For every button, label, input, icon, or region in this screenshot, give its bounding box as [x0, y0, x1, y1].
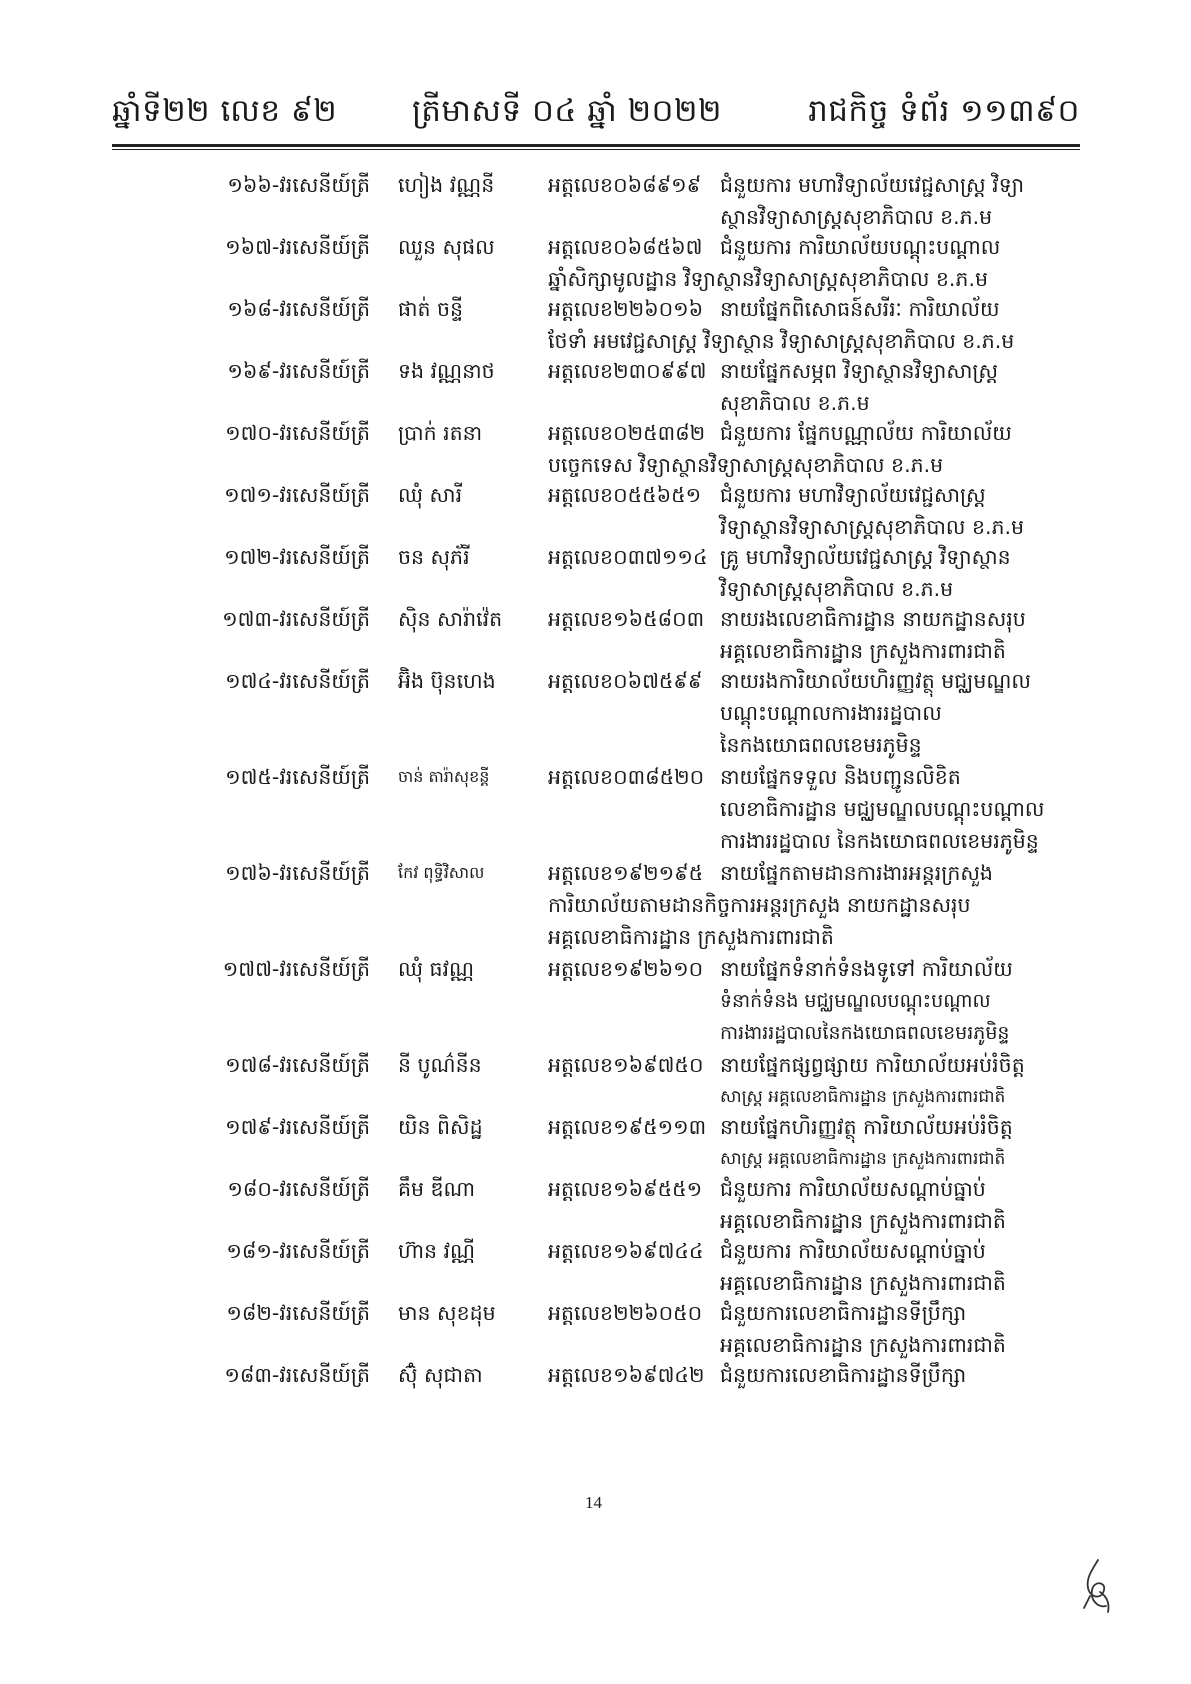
entry-rank: ១៧២-វរសេនីយ៍ត្រី	[224, 545, 370, 569]
entry-name: ឈុំ ធវណ្ណ	[398, 957, 475, 981]
entry-position: នាយផ្នែកហិរញ្ញវត្ថុ ការិយាល័យអប់រំចិត្ត	[720, 1115, 1013, 1139]
entry-position-cont: សាស្ត្រ អគ្គលេខាធិការដ្ឋាន ក្រសួងការពារជាតិ	[720, 1087, 1006, 1107]
entry-position: ជំនួយការ មហាវិទ្យាល័យវេជ្ជសាស្ត្រ	[720, 483, 986, 507]
entry-name: យិន ពិសិដ្ឋ	[398, 1115, 483, 1139]
gazette-page: រាជកិច្ច ទំព័រ ១១៣៩០	[808, 93, 1080, 129]
entry-name: គឹម ឌីណា	[398, 1177, 476, 1201]
entry-id: អត្តលេខ០៥៥៦៥១	[548, 483, 702, 507]
entry-position-cont: នៃកងយោធពលខេមរភូមិន្ទ	[720, 733, 922, 757]
entry-id: អត្តលេខ០៦៨៩១៩	[548, 173, 702, 197]
entry-id: អត្តលេខ១៩២៦១០	[548, 957, 704, 981]
entry-id: អត្តលេខ០៣៧១១៤	[548, 545, 708, 569]
entry-id: អត្តលេខ០៦៨៥៦៧	[548, 235, 703, 259]
entry-name: ចាន់ តារ៉ាសុខន្តី	[398, 767, 490, 786]
entry-rank: ១៨២-វរសេនីយ៍ត្រី	[226, 1301, 370, 1325]
entry-name: ហ៊ាន វណ្ណី	[398, 1239, 476, 1263]
entry-name: ស៊ុំ សុជាតា	[398, 1363, 483, 1387]
entry-position: ជំនួយការ មហាវិទ្យាល័យវេជ្ជសាស្ត្រ វិទ្យា	[720, 173, 1025, 197]
entry-rank: ១៨១-វរសេនីយ៍ត្រី	[226, 1239, 370, 1263]
entry-position-cont: ការងាររដ្ឋបាល នៃកងយោធពលខេមរភូមិន្ទ	[720, 829, 1039, 853]
entry-name: កែវ ពុទ្ធិវិសាល	[398, 863, 485, 882]
entry-id: អត្តលេខ១៦៩៧៥០	[548, 1053, 704, 1077]
entry-position: នាយផ្នែកពិសោធន៍សរីរៈ ការិយាល័យ	[720, 297, 1000, 321]
entry-position-cont: អគ្គលេខាធិការដ្ឋាន ក្រសួងការពារជាតិ	[720, 639, 1006, 663]
signature-icon	[1076, 1556, 1120, 1618]
entry-rank: ១៦៩-វរសេនីយ៍ត្រី	[227, 359, 370, 383]
entry-position-cont: បណ្តុះបណ្តាលការងាររដ្ឋបាល	[720, 701, 942, 725]
entry-name: មាន សុខដុម	[398, 1301, 496, 1325]
entry-position: នាយផ្នែកទំនាក់ទំនងទូទៅ ការិយាល័យ	[720, 957, 1013, 981]
entry-rank: ១៨៣-វរសេនីយ៍ត្រី	[224, 1363, 370, 1387]
entry-position: នាយផ្នែកផ្សព្វផ្សាយ ការិយាល័យអប់រំចិត្ត	[720, 1053, 1025, 1077]
entry-position: ជំនួយការ ផ្នែកបណ្ណាល័យ ការិយាល័យ	[720, 421, 1012, 445]
header-rule-thin	[112, 149, 1080, 150]
entry-position-cont: ថែទាំ អមវេជ្ជសាស្ត្រ វិទ្យាស្ថាន វិទ្យាសាស្ត្រសុខាភិបាល ខ.ភ.ម	[548, 329, 1015, 353]
entry-name: ទង វណ្ណនាថ	[398, 359, 495, 383]
entry-rank: ១៧៣-វរសេនីយ៍ត្រី	[222, 607, 370, 631]
entry-position-cont: វិទ្យាសាស្ត្រសុខាភិបាល ខ.ភ.ម	[720, 577, 954, 601]
entry-rank: ១៦៦-វរសេនីយ៍ត្រី	[227, 173, 370, 197]
entry-id: អត្តលេខ១៦៩៧៤៤	[548, 1239, 704, 1263]
entry-position-cont: សុខាភិបាល ខ.ភ.ម	[720, 391, 870, 415]
entry-position-cont: ស្ថានវិទ្យាសាស្ត្រសុខាភិបាល ខ.ភ.ម	[720, 205, 993, 229]
quarter-year: ត្រីមាសទី ០៤ ឆ្នាំ ២០២២	[412, 93, 722, 129]
entry-rank: ១៧៤-វរសេនីយ៍ត្រី	[225, 669, 370, 693]
entry-rank: ១៧៦-វរសេនីយ៍ត្រី	[225, 861, 370, 885]
entry-name: ស៊ិន សារ៉ាវ៉េត	[398, 607, 503, 631]
entry-position: នាយរងការិយាល័យហិរញ្ញវត្ថុ មជ្ឈមណ្ឌល	[720, 669, 1031, 693]
entry-id: អត្តលេខ០២៥៣៨២	[548, 421, 706, 445]
entry-id: អត្តលេខ១៦៩៧៤២	[548, 1363, 705, 1387]
entry-name: អ៊ិង ប៊ុនហេង	[398, 669, 496, 693]
entry-position: នាយផ្នែកសម្ភព វិទ្យាស្ថានវិទ្យាសាស្ត្រ	[720, 359, 998, 383]
entry-position: ជំនួយការលេខាធិការដ្ឋានទីប្រឹក្សា	[720, 1363, 967, 1387]
entry-id: អត្តលេខ១៦៩៥៥១	[548, 1177, 703, 1201]
entry-name: ផាត់ ចន្ទី	[398, 297, 464, 321]
entry-position-cont: លេខាធិការដ្ឋាន មជ្ឈមណ្ឌលបណ្តុះបណ្តាល	[720, 797, 1045, 821]
entry-name: ឈួន សុផល	[398, 235, 495, 259]
entry-position: នាយផ្នែកតាមដានការងារអន្តរក្រសួង	[720, 861, 993, 885]
entry-id: អត្តលេខ០៣៨៥២០	[548, 765, 705, 789]
entry-id: អត្តលេខ១៩២១៩៥	[548, 861, 704, 885]
entry-position-cont: អគ្គលេខាធិការដ្ឋាន ក្រសួងការពារជាតិ	[548, 925, 834, 949]
entry-id: អត្តលេខ២៣០៩៩៧	[548, 359, 707, 383]
entry-position: នាយរងលេខាធិការដ្ឋាន នាយកដ្ឋានសរុប	[720, 607, 1026, 631]
entry-position-cont: អគ្គលេខាធិការដ្ឋាន ក្រសួងការពារជាតិ	[720, 1333, 1006, 1357]
page-number: 14	[585, 1493, 602, 1512]
entry-position-cont: អគ្គលេខាធិការដ្ឋាន ក្រសួងការពារជាតិ	[720, 1271, 1006, 1295]
entry-position: ជំនួយការ ការិយាល័យបណ្តុះបណ្តាល	[720, 235, 1001, 259]
entry-name: ប្រាក់ រតនា	[398, 421, 483, 445]
entry-position-cont: ទំនាក់ទំនង មជ្ឈមណ្ឌលបណ្តុះបណ្តាល	[720, 990, 991, 1012]
entry-rank: ១៧៨-វរសេនីយ៍ត្រី	[225, 1053, 370, 1077]
entry-position: ជំនួយការ ការិយាល័យសណ្តាប់ធ្នាប់	[720, 1239, 986, 1263]
entry-position: ជំនួយការលេខាធិការដ្ឋានទីប្រឹក្សា	[720, 1301, 967, 1325]
entry-position: គ្រូ មហាវិទ្យាល័យវេជ្ជសាស្ត្រ វិទ្យាស្ថាន	[720, 545, 1011, 569]
entry-id: អត្តលេខ១៦៥៨០៣	[548, 607, 705, 631]
entry-rank: ១៧៥-វរសេនីយ៍ត្រី	[225, 765, 370, 789]
page-header	[112, 92, 1080, 144]
entry-rank: ១៧៧-វរសេនីយ៍ត្រី	[222, 957, 370, 981]
entry-id: អត្តលេខ១៩៥១១៣	[548, 1115, 707, 1139]
entry-rank: ១៧១-វរសេនីយ៍ត្រី	[224, 483, 370, 507]
entry-position-cont: ការងាររដ្ឋបាលនៃកងយោធពលខេមរភូមិន្ទ	[720, 1022, 1010, 1044]
entry-position-cont: សាស្ត្រ អគ្គលេខាធិការដ្ឋាន ក្រសួងការពារជាតិ	[720, 1149, 1006, 1169]
entry-position-cont: អគ្គលេខាធិការដ្ឋាន ក្រសួងការពារជាតិ	[720, 1209, 1006, 1233]
entry-position-cont: វិទ្យាស្ថានវិទ្យាសាស្ត្រសុខាភិបាល ខ.ភ.ម	[720, 515, 1025, 539]
entry-position: នាយផ្នែកទទួល និងបញ្ជូនលិខិត	[720, 765, 961, 789]
entry-rank: ១៦៨-វរសេនីយ៍ត្រី	[227, 297, 370, 321]
entry-id: អត្តលេខ២២៦០១៦	[548, 297, 704, 321]
entry-name: ហៀង វណ្ណនី	[398, 173, 495, 197]
header-rule	[112, 144, 1080, 147]
entry-id: អត្តលេខ០៦៧៥៩៩	[548, 669, 703, 693]
entry-rank: ១៨០-វរសេនីយ៍ត្រី	[227, 1177, 370, 1201]
entry-rank: ១៦៧-វរសេនីយ៍ត្រី	[225, 235, 370, 259]
entry-position-cont: បច្ចេកទេស វិទ្យាស្ថានវិទ្យាសាស្ត្រសុខាភិបាល ខ.ភ.ម	[548, 453, 944, 477]
entry-id: អត្តលេខ២២៦០៥០	[548, 1301, 703, 1325]
issue-number: ឆ្នាំទី២២ លេខ ៩២	[112, 93, 338, 129]
entry-name: ឈុំ សារី	[398, 483, 463, 507]
entry-rank: ១៧៩-វរសេនីយ៍ត្រី	[225, 1115, 370, 1139]
entry-position-cont: ការិយាល័យតាមដានកិច្ចការអន្តរក្រសួង នាយកដ្ឋានសរុប	[548, 893, 971, 917]
entry-position: ជំនួយការ ការិយាល័យសណ្តាប់ធ្នាប់	[720, 1177, 986, 1201]
entry-position-cont: ឆ្នាំសិក្សាមូលដ្ឋាន វិទ្យាស្ថានវិទ្យាសាស្ត្រសុខាភិបាល ខ.ភ.ម	[548, 267, 988, 291]
entry-name: ចន សុភ័រី	[398, 545, 470, 569]
entry-name: នី បូណ៌នីន	[398, 1053, 482, 1077]
entry-rank: ១៧០-វរសេនីយ៍ត្រី	[225, 421, 370, 445]
